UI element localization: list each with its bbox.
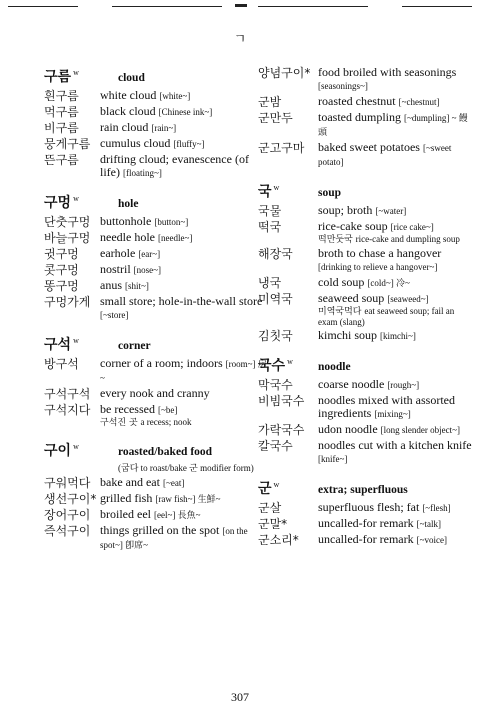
entry-headword: 콧구멍 <box>44 263 79 277</box>
entry-etymology: [~talk] <box>416 519 441 529</box>
entry-etymology: [~chestnut] <box>398 97 440 107</box>
entry-etymology: [~store] <box>100 310 129 320</box>
word-marker: w <box>287 357 293 367</box>
entry-etymology: [~dumpling] ~ 饅頭 <box>318 113 468 137</box>
entry-row <box>44 403 270 428</box>
entry-headword: 방구석 <box>44 357 79 371</box>
entry-etymology: [fluffy~] <box>173 139 205 149</box>
entry-row <box>44 508 270 522</box>
entry-etymology: [nose~] <box>133 265 162 275</box>
entry-headword: 국물 <box>258 204 282 218</box>
entry-row <box>44 89 270 103</box>
entry-etymology: [drinking to relieve a hangover~] <box>318 262 438 272</box>
entry-etymology: [cold~] 冷~ <box>367 278 410 288</box>
entry-subentry <box>318 306 472 327</box>
entry-definition: white cloud [white~] <box>100 88 191 102</box>
page-number: 307 <box>231 690 249 704</box>
entry-row <box>44 153 270 180</box>
entry-row <box>44 476 270 490</box>
entry-definition: drifting cloud; evanescence (of life) [floating~] <box>100 152 249 179</box>
entry-definition: black cloud [Chinese ink~] <box>100 104 213 118</box>
entry-definition: udon noodle [long slender object~] <box>318 422 461 436</box>
entry-row <box>44 231 270 245</box>
entry-group-header <box>258 181 472 201</box>
group-headword: 군 $^w$ <box>258 480 280 497</box>
entry-headword: 김칫국 <box>258 329 293 343</box>
group-gloss: noodle <box>318 361 351 373</box>
left-column <box>44 66 270 564</box>
entry-headword: 가락국수 <box>258 423 305 437</box>
group-spacer <box>44 430 270 440</box>
entry-row <box>258 111 472 139</box>
entry-row <box>44 295 270 322</box>
entry-etymology: [Chinese ink~] <box>158 107 213 117</box>
group-gloss: corner <box>118 340 151 352</box>
word-marker: w <box>73 336 79 346</box>
entry-headword: 구석구석 <box>44 387 91 401</box>
entry-etymology: [on the spot~] 卽席~ <box>100 526 248 550</box>
entry-definition: small store; hole-in-the-wall store [~store] <box>100 294 263 320</box>
entry-row <box>44 121 270 135</box>
entry-row <box>44 105 270 119</box>
top-rule-2 <box>112 6 222 7</box>
entry-etymology: [rough~] <box>387 380 420 390</box>
entry-etymology: [white~] <box>159 91 191 101</box>
entry-row <box>258 292 472 327</box>
entry-row <box>258 501 472 515</box>
entry-etymology: [room~] 房~ <box>100 359 267 383</box>
entry-headword: 칼국수 <box>258 439 293 453</box>
group-spacer <box>44 182 270 192</box>
entry-headword: 뜬구름 <box>44 153 79 167</box>
entry-headword: 생선구이* <box>44 492 97 506</box>
entry-headword: 군고구마 <box>258 141 305 155</box>
group-headword: 국수 $^w$ <box>258 357 293 374</box>
entry-row <box>44 357 270 385</box>
group-gloss: soup <box>318 187 342 199</box>
entry-etymology: [needle~] <box>157 233 193 243</box>
entry-definition: things grilled on the spot [on the spot~] 卽席~ <box>100 523 248 550</box>
entry-definition: grilled fish [raw fish~] 生鮮~ <box>100 491 221 505</box>
entry-headword: 귓구멍 <box>44 247 79 261</box>
entry-etymology: [seaweed~] <box>387 294 429 304</box>
group-spacer <box>44 554 270 564</box>
group-headword: 구석 $^w$ <box>44 336 79 353</box>
entry-headword: 비빔국수 <box>258 394 305 408</box>
entry-definition: nostril [nose~] <box>100 262 162 276</box>
entry-etymology: [kimchi~] <box>380 331 416 341</box>
word-marker: w <box>273 183 280 193</box>
entry-etymology: [~water] <box>375 206 407 216</box>
entry-definition: superfluous flesh; fat [~flesh] <box>318 500 451 514</box>
entry-headword: 뭉게구름 <box>44 137 91 151</box>
entry-etymology: [button~] <box>154 217 189 227</box>
entry-row <box>44 387 270 401</box>
word-marker: w <box>273 480 280 490</box>
subentry-definition: a recess; nook <box>140 417 192 427</box>
entry-definition: bake and eat [~eat] <box>100 475 185 489</box>
entry-definition: noodles mixed with assorted ingredients [mixing~] <box>318 393 455 420</box>
entry-etymology: [~sweet potato] <box>318 143 452 167</box>
entry-row <box>44 279 270 293</box>
group-headword: 구이 $^w$ <box>44 442 79 459</box>
entry-headword: 군살 <box>258 501 282 515</box>
entry-definition: roasted chestnut [~chestnut] <box>318 94 440 108</box>
entry-definition: earhole [ear~] <box>100 246 161 260</box>
top-rule-1 <box>8 6 78 7</box>
top-rule-mark <box>235 4 247 7</box>
entry-definition: rain cloud [rain~] <box>100 120 177 134</box>
entry-etymology: [long slender object~] <box>380 425 461 435</box>
entry-definition: toasted dumpling [~dumpling] ~ 饅頭 <box>318 110 468 137</box>
entry-definition: buttonhole [button~] <box>100 214 189 228</box>
entry-row <box>44 492 270 506</box>
entry-etymology: [~be] <box>157 405 178 415</box>
entry-headword: 즉석구이 <box>44 524 91 538</box>
entry-etymology: [~flesh] <box>422 503 451 513</box>
entry-row <box>258 247 472 274</box>
group-spacer <box>258 468 472 478</box>
entry-row <box>44 215 270 229</box>
entry-definition: broiled eel [eel~] 長魚~ <box>100 507 201 521</box>
entry-definition: coarse noodle [rough~] <box>318 377 420 391</box>
entry-etymology: [ear~] <box>138 249 161 259</box>
word-marker: w <box>73 442 79 452</box>
entry-headword: 구멍가게 <box>44 295 91 309</box>
entry-headword: 막국수 <box>258 378 293 392</box>
subentry-definition: rice-cake and dumpling soup <box>355 234 460 244</box>
entry-etymology: [shit~] <box>125 281 149 291</box>
entry-row <box>44 524 270 552</box>
entry-headword: 구석지다 <box>44 403 91 417</box>
group-extra-note: (굽다 to roast/bake 군 modifier form) <box>118 463 254 473</box>
group-gloss: roasted/baked food <box>118 446 213 458</box>
entry-headword: 군만두 <box>258 111 293 125</box>
entry-group-header <box>44 334 270 354</box>
subentry-headword: 구석진 곳 <box>100 418 141 428</box>
entry-headword: 냉국 <box>258 276 282 290</box>
entry-row <box>258 95 472 109</box>
entry-definition: broth to chase a hangover [drinking to relieve a hangover~] <box>318 246 442 272</box>
entry-etymology: [seasonings~] <box>318 81 368 91</box>
entry-subentry <box>318 234 460 245</box>
entry-definition: rice-cake soup [rice cake~] 떡만둣국 rice-cake and dumpling soup <box>318 219 460 245</box>
entry-headword: 흰구름 <box>44 89 79 103</box>
entry-definition: kimchi soup [kimchi~] <box>318 328 416 342</box>
group-spacer <box>258 171 472 181</box>
entry-row <box>258 439 472 466</box>
entry-row <box>258 533 472 547</box>
entry-subentry <box>100 417 191 428</box>
entry-row <box>44 263 270 277</box>
entry-headword: 똥구멍 <box>44 279 79 293</box>
entry-definition: cold soup [cold~] 冷~ <box>318 275 410 289</box>
entry-definition: be recessed [~be] 구석진 곳 a recess; nook <box>100 402 192 428</box>
entry-headword: 해장국 <box>258 247 293 261</box>
top-rule-4 <box>402 6 472 7</box>
word-marker: w <box>73 68 79 78</box>
group-spacer <box>258 345 472 355</box>
entry-row <box>258 423 472 437</box>
entry-headword: 먹구름 <box>44 105 79 119</box>
entry-etymology: [rain~] <box>151 123 177 133</box>
entry-definition: food broiled with seasonings [seasonings~] <box>318 65 457 91</box>
group-headword: 구멍 $^w$ <box>44 194 79 211</box>
top-rule-3 <box>258 6 368 7</box>
entry-definition: every nook and cranny <box>100 386 210 400</box>
group-headword: 국 $^w$ <box>258 183 280 200</box>
entry-group-header <box>44 192 270 212</box>
subentry-headword: 떡만둣국 <box>318 235 356 245</box>
entry-headword: 구워먹다 <box>44 476 91 490</box>
entry-row <box>258 276 472 290</box>
group-spacer <box>44 324 270 334</box>
group-gloss: extra; superfluous <box>318 484 408 496</box>
entry-etymology: [knife~] <box>318 454 348 464</box>
entry-headword: 비구름 <box>44 121 79 135</box>
entry-row <box>258 378 472 392</box>
word-marker: w <box>73 194 79 204</box>
entry-etymology: [~voice] <box>416 535 447 545</box>
entry-etymology: [mixing~] <box>374 409 411 419</box>
entry-row <box>258 220 472 245</box>
entry-headword: 장어구이 <box>44 508 91 522</box>
entry-etymology: [eel~] 長魚~ <box>153 510 201 520</box>
entry-row <box>258 517 472 531</box>
group-headword: 구름 $^w$ <box>44 68 79 85</box>
entry-headword: 떡국 <box>258 220 282 234</box>
entry-group-header <box>258 355 472 375</box>
entry-group-header <box>44 66 270 86</box>
entry-definition: soup; broth [~water] <box>318 203 407 217</box>
entry-definition: cumulus cloud [fluffy~] <box>100 136 205 150</box>
entry-headword: 단춧구멍 <box>44 215 91 229</box>
entry-definition: seaweed soup [seaweed~] 미역국먹다 eat seaweed soup; fail an exam (slang) <box>318 292 472 327</box>
entry-headword: 양념구이* <box>258 66 311 80</box>
entry-definition: uncalled-for remark [~talk] <box>318 516 441 530</box>
section-header-char: ㄱ <box>233 32 247 47</box>
entry-group-header <box>44 440 270 460</box>
entry-row <box>44 247 270 261</box>
entry-row <box>258 141 472 169</box>
entry-definition: baked sweet potatoes [~sweet potato] <box>318 140 452 167</box>
entry-group-header <box>258 478 472 498</box>
subentry-headword: 미역국먹다 <box>318 307 365 317</box>
group-gloss: hole <box>118 198 139 210</box>
entry-etymology: [rice cake~] <box>390 222 434 232</box>
subentry-definition: eat seaweed soup; fail an exam (slang) <box>318 306 455 327</box>
entry-headword: 미역국 <box>258 292 293 306</box>
entry-row <box>258 329 472 343</box>
entry-row <box>258 394 472 421</box>
entry-etymology: [~eat] <box>162 478 185 488</box>
entry-headword: 군소리* <box>258 533 299 547</box>
right-column <box>258 66 472 559</box>
group-gloss: cloud <box>118 72 145 84</box>
entry-definition: corner of a room; indoors [room~] 房~ <box>100 356 267 383</box>
entry-definition: needle hole [needle~] <box>100 230 193 244</box>
entry-definition: anus [shit~] <box>100 278 149 292</box>
entry-definition: noodles cut with a kitchen knife [knife~] <box>318 438 472 464</box>
entry-etymology: [raw fish~] 生鮮~ <box>155 494 221 504</box>
entry-row <box>258 204 472 218</box>
entry-etymology: [floating~] <box>123 168 162 178</box>
entry-row <box>44 137 270 151</box>
entry-definition: uncalled-for remark [~voice] <box>318 532 447 546</box>
entry-row <box>258 66 472 93</box>
entry-headword: 군말* <box>258 517 288 531</box>
entry-headword: 군밤 <box>258 95 282 109</box>
group-spacer <box>258 549 472 559</box>
entry-headword: 바늘구멍 <box>44 231 91 245</box>
